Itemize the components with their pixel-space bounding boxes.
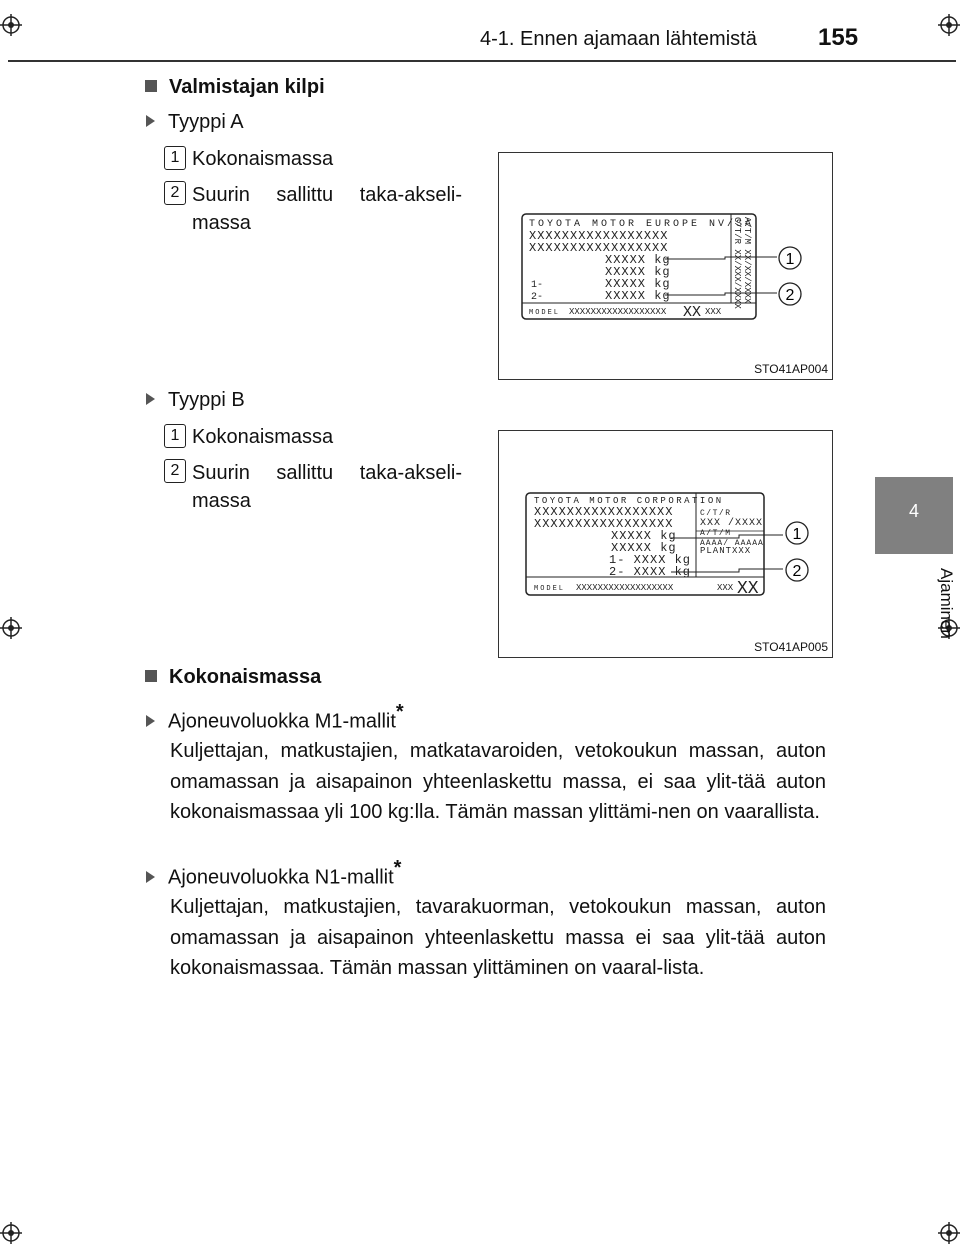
section-heading-text: Kokonaismassa [169, 666, 322, 688]
figure-type-a [498, 152, 833, 380]
plate-text: XXXXXXXXXXXXXXXXX [534, 517, 674, 531]
plate-text: XXX [705, 307, 722, 317]
registration-mark-icon [0, 14, 22, 36]
callout-number: 2 [785, 287, 795, 304]
figure-type-b [498, 430, 833, 658]
callout-number: 1 [785, 251, 795, 268]
bullet-tyyppi-b [146, 389, 245, 412]
registration-mark-icon [938, 1222, 960, 1244]
plate-text: 1- XXXX kg [609, 553, 692, 567]
footnote-asterisk: * [395, 701, 404, 723]
plate-text: XXXXX kg [605, 265, 671, 279]
paragraph-m1: Kuljettajan, matkustajien, matkatavaroiden, vetokoukun massan, auton omamassan ja aisapainon yhteenlaskettu massa, ei saa ylit-tää auton kokonaismassaa yli 100 kg:lla. Tämän massan ylittämi-nen on vaarallista. [170, 740, 826, 823]
item-number-badge: 2 [164, 181, 186, 205]
bullet-text: Ajoneuvoluokka M1-mallit [168, 710, 396, 733]
plate-text: XX [737, 579, 759, 599]
plate-text: C/T/R XX/XXX/XXXX [732, 217, 742, 309]
plate-text: XXXXXXXXXXXXXXXXX [529, 241, 669, 255]
plate-text: XXXXXXXXXXXXXXXXX [534, 505, 674, 519]
plate-text: XXXXXXXXXXXXXXXXXX [576, 583, 674, 593]
plate-text: PLANTXXX [700, 546, 752, 556]
triangle-bullet-icon [146, 393, 155, 405]
callout-number: 2 [792, 563, 802, 580]
plate-text: A/T/M XX/XX/XXXX [742, 217, 752, 304]
plate-text: XXXXXXXXXXXXXXXXXX [569, 307, 667, 317]
bullet-text: Tyyppi A [168, 111, 244, 133]
plate-text: AAAA/ AAAAA [700, 539, 764, 548]
plate-text: XXX /XXXX [700, 518, 764, 529]
plate-text: XXXXXXXXXXXXXXXXX [529, 229, 669, 243]
plate-text: XXXXX kg [605, 289, 671, 303]
item-text: Kokonaismassa [192, 426, 334, 448]
square-bullet-icon [145, 670, 157, 682]
plate-text: TOYOTA MOTOR EUROPE NV/SA [529, 219, 755, 230]
triangle-bullet-icon [146, 715, 155, 727]
plate-text: XXX [717, 583, 734, 593]
plate-text: XXXXX kg [611, 529, 677, 543]
figure-code: STO41AP005 [754, 640, 828, 654]
section-heading-text: Valmistajan kilpi [169, 76, 325, 98]
registration-mark-icon [0, 1222, 22, 1244]
triangle-bullet-icon [146, 871, 155, 883]
plate-text: XXXXX kg [605, 277, 671, 291]
item-number-badge: 2 [164, 459, 186, 483]
section-heading-valmistajan-kilpi [145, 76, 325, 99]
plate-text: XXXXX kg [605, 253, 671, 267]
callout-number: 1 [792, 526, 802, 543]
registration-mark-icon [938, 14, 960, 36]
item-number-badge: 1 [164, 146, 186, 170]
item-text-continued: massa [192, 212, 251, 234]
plate-text: 1- [531, 280, 544, 291]
plate-text: 2- XXXX kg [609, 565, 692, 579]
bullet-text: Tyyppi B [168, 389, 245, 411]
plate-text: XX [683, 304, 702, 321]
item-number-badge: 1 [164, 424, 186, 448]
registration-mark-icon [0, 617, 22, 639]
item-text: Suurin sallittu taka-akseli- [192, 462, 462, 484]
footnote-asterisk: * [393, 857, 402, 879]
item-text: Kokonaismassa [192, 148, 334, 170]
plate-text: XXXXX kg [611, 541, 677, 555]
paragraph-n1: Kuljettajan, matkustajien, tavarakuorman, vetokoukun massan, auton omamassan ja aisapainon yhteenlaskettu massa ei saa ylit-tää auton kokonaismassaa. Tämän massan ylittäminen on vaaral-lista. [170, 896, 826, 979]
chapter-tab-number: 4 [908, 501, 919, 521]
bullet-m1-models [146, 703, 404, 734]
plate-text: 2- [531, 292, 544, 303]
square-bullet-icon [145, 80, 157, 92]
section-heading-kokonaismassa [145, 666, 321, 689]
plate-text: MODEL [534, 585, 566, 593]
chapter-title: 4-1. Ennen ajamaan lähtemistä [480, 28, 757, 50]
plate-text: C/T/R [700, 509, 732, 518]
plate-illustration-b [499, 431, 832, 657]
plate-illustration-a [499, 153, 832, 379]
figure-code: STO41AP004 [754, 362, 828, 376]
bullet-n1-models [146, 859, 401, 890]
bullet-tyyppi-a [146, 111, 244, 134]
item-text-continued: massa [192, 490, 251, 512]
triangle-bullet-icon [146, 115, 155, 127]
header-divider [8, 60, 956, 62]
page-number: 155 [818, 24, 859, 51]
chapter-tab-label: Ajaminen [937, 568, 956, 639]
bullet-text: Ajoneuvoluokka N1-mallit [168, 866, 394, 889]
chapter-tab [875, 477, 953, 554]
plate-text: MODEL [529, 309, 561, 317]
plate-text: A/T/M [700, 529, 732, 538]
item-text: Suurin sallittu taka-akseli- [192, 184, 462, 206]
plate-text: TOYOTA MOTOR CORPORATION [534, 496, 724, 506]
